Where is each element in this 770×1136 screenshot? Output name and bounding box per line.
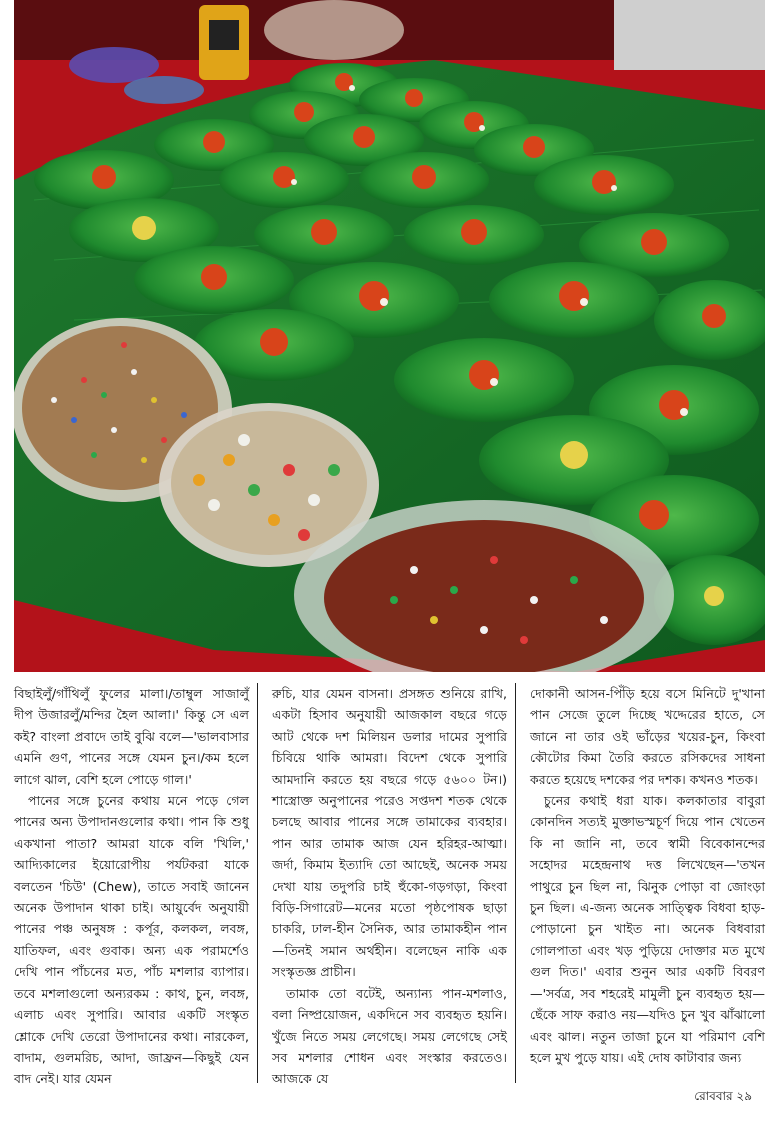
paan-photo: [14, 0, 765, 672]
column-2-paragraph-2: তামাক তো বটেই, অন্যান্য পান-মশলাও, বলা নিষ্প্রয়োজন, একদিনে সব ব্যবহৃত হয়নি। খুঁজে নিতে সময় লেগেছে। সময় লেগেছে সেই সব মশলার শোধন এবং সংস্কার করতেও। আজকে যে: [272, 985, 507, 1087]
column-1-paragraph-2: পানের সঙ্গে চুনের কথায় মনে পড়ে গেল পানের অন্য উপাদানগুলোর কথা। পান কি শুধু একখানা পাতা? আমরা যাকে বলি 'খিলি,' আদ্যিকালের ইয়োরোপীয় পর্যটকরা যাকে বলতেন 'চিউ' (Chew), তাতে সবাই জানেন অনেক উপাদান থাকা চাই। আয়ুর্বেদ অনুযায়ী পানের পঞ্চ অনুষঙ্গ : কর্পূর, কলকল, লবঙ্গ, যাতিফল, এবং গুবাক। অন্য এক পরামর্শেও দেখি পান পাঁচনের মত, পাঁচ মশলার ব্যাপার। তবে মশলাগুলো অন্যরকম : কাথ, চুন, লবঙ্গ, এলাচ এবং সুপারি। আবার একটি সংস্কৃত শ্লোকে দেখি তেরো উপাদানের কথা। নারকেল, বাদাম, গুলমরিচ, আদা, জাফ্রন—কিছুই যেন বাদ নেই। যার যেমন: [14, 793, 249, 1087]
paan-photo-illustration: [14, 0, 765, 672]
column-3-paragraph-1: দোকানী আসন-পিঁড়ি হয়ে বসে মিনিটে দু'খানা পান সেজে তুলে দিচ্ছে খদ্দেরের হাতে, সে জানে না তার ওই ভাঁড়ের খয়ের-চুন, কিংবা কৌটোর কিমা তৈরি করতে রসিকদের সাধনা করতে হয়েছে দশকের পর দশক। কখনও শতক।: [530, 686, 765, 787]
article-body: [14, 683, 765, 1087]
column-2-paragraph-1: রুচি, যার যেমন বাসনা। প্রসঙ্গত শুনিয়ে রাখি, একটা হিসাব অনুযায়ী আজকাল বছরে গড়ে আট থেকে দশ মিলিয়ন ডলার দামের সুপারি চিবিয়ে থাকি আমরা। বিদেশ থেকে সুপারি আমদানি করতে হয় বছরে গড়ে ৫৬০০ টন।) শাস্ত্রোক্ত অনুপানের পরেও সপ্তদশ শতক থেকে চলছে আবার পানের সঙ্গে তামাকের ব্যবহার। পান আর তামাক আজ যেন হরিহর-আত্মা। জর্দা, কিমাম ইত্যাদি তো আছেই, অনেক সময় দেখা যায় তদুপরি চাই হুঁকো-গড়গড়া, কিংবা বিড়ি-সিগারেট—মনের মতো পৃষ্ঠপোষক ছাড়া চাকরি, ঢাল-হীন সৈনিক, আর তামাকহীন পান—তিনই সমান অর্থহীন। বলেছেন নাকি এক সংস্কৃতজ্ঞ প্রাচীন।: [272, 686, 507, 980]
column-1: [14, 683, 258, 1087]
column-3-paragraph-2: চুনের কথাই ধরা যাক। কলকাতার বাবুরা কোনদিন সত্যই মুক্তাভস্মচূর্ণ দিয়ে পান খেতেন কি না জানি না, তবে স্বামী বিবেকানন্দের সহোদর মহেন্দ্রনাথ দত্ত লিখেছেন—'তখন পাথুরে চুন ছিল না, ঝিনুক পোড়া বা জোংড়া চুন ছিল। এ-জন্য অনেক সাত্ত্বিক বিধবা হাড়-পোড়ানো চুন খাইত না। অনেক বিধবারা গোলপাতা এবং খড় পুড়িয়ে দোক্তার মত মুখে গুল দিত।' এবার শুনুন আর একটি বিবরণ—'সর্বত্র, সব শহরেই মামুলী চুন ব্যবহৃত হয়—ছেঁকে সাফ করাও নয়—যদিও চুন খুব ঝাঁঝালো এবং ঝাল। নতুন তাজা চুনে যা পরিমাণ বেশি হলে মুখ পুড়ে যায়। এই দোষ কাটাবার জন্য: [530, 793, 765, 1065]
column-1-paragraph-1: বিছাইলুঁ/গাঁথিলুঁ ফুলের মালা।/তাম্বুল সাজালুঁ দীপ উজারলুঁ/মন্দির হৈল আলা।' কিন্তু সে এল কই? বাংলা প্রবাদে তাই বুঝি বলে—'ভালবাসার এমনি গুণ, পানের সঙ্গে যেমন চুন।/কম হলে লাগে ঝাল, বেশি হলে পোড়ে গাল।': [14, 686, 249, 787]
column-3: [530, 683, 765, 1083]
page-footer: রোববার ২৯: [694, 1089, 752, 1103]
column-2: [272, 683, 516, 1087]
